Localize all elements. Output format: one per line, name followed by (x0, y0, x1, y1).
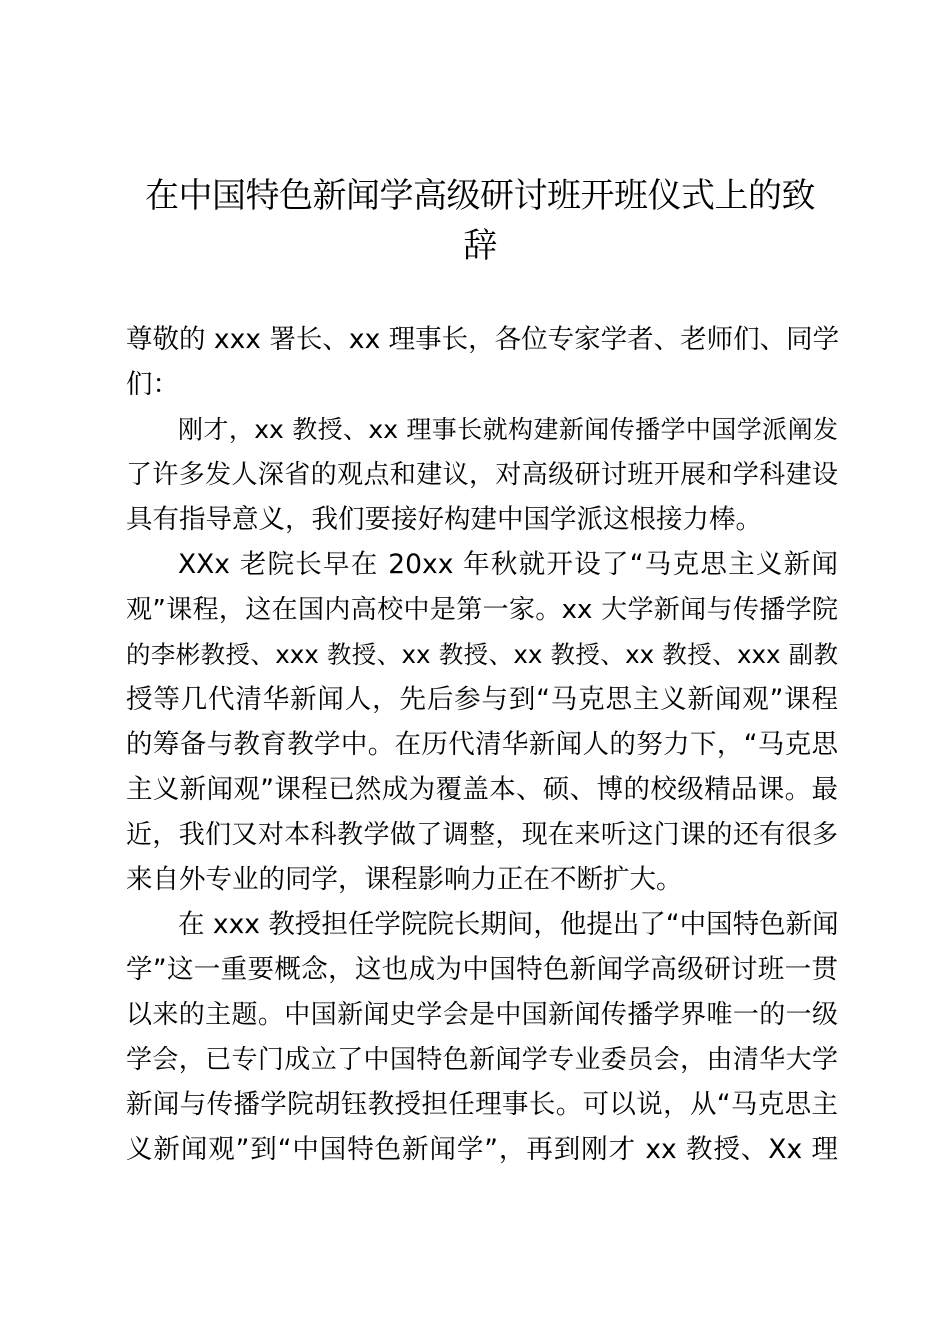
salutation-line: 们： (126, 369, 179, 400)
paragraph-line: 学会，已专门成立了中国特色新闻学专业委员会，由清华大学 (126, 1045, 838, 1075)
paragraph-line: 了许多发人深省的观点和建议，对高级研讨班开展和学科建设 (126, 460, 838, 490)
paragraph-line: 具有指导意义，我们要接好构建中国学派这根接力棒。 (126, 504, 762, 535)
paragraph-line: 来自外专业的同学，课程影响力正在不断扩大。 (126, 864, 683, 895)
paragraph-line: 新闻与传播学院胡钰教授担任理事长。可以说，从“马克思主 (126, 1089, 838, 1120)
paragraph-line: 学”这一重要概念，这也成为中国特色新闻学高级研讨班一贯 (126, 954, 838, 985)
document-title-line-1: 在中国特色新闻学高级研讨班开班仪式上的致 (145, 176, 815, 216)
paragraph-line: 主义新闻观”课程已然成为覆盖本、硕、博的校级精品课。最 (126, 774, 838, 805)
paragraph-line: 的筹备与教育教学中。在历代清华新闻人的努力下，“马克思 (126, 729, 838, 760)
paragraph-line: 在 xxx 教授担任学院院长期间，他提出了“中国特色新闻 (178, 909, 839, 940)
paragraph-line: 观”课程，这在国内高校中是第一家。xx 大学新闻与传播学院 (126, 595, 838, 625)
paragraph-line: 刚才，xx 教授、xx 理事长就构建新闻传播学中国学派阐发 (178, 415, 838, 444)
salutation-line: 尊敬的 xxx 署长、xx 理事长，各位专家学者、老师们、同学 (126, 324, 840, 355)
paragraph-line: 授等几代清华新闻人，先后参与到“马克思主义新闻观”课程 (126, 684, 838, 715)
document-title-line-2: 辞 (463, 226, 497, 266)
paragraph-line: 以来的主题。中国新闻史学会是中国新闻传播学界唯一的一级 (126, 1000, 838, 1030)
paragraph-line: XXx 老院长早在 20xx 年秋就开设了“马克思主义新闻 (178, 549, 838, 580)
paragraph-line: 近，我们又对本科教学做了调整，现在来听这门课的还有很多 (126, 820, 838, 850)
paragraph-line: 义新闻观”到“中国特色新闻学”，再到刚才 xx 教授、Xx 理 (126, 1134, 838, 1165)
paragraph-line: 的李彬教授、xxx 教授、xx 教授、xx 教授、xx 教授、xxx 副教 (126, 640, 838, 669)
